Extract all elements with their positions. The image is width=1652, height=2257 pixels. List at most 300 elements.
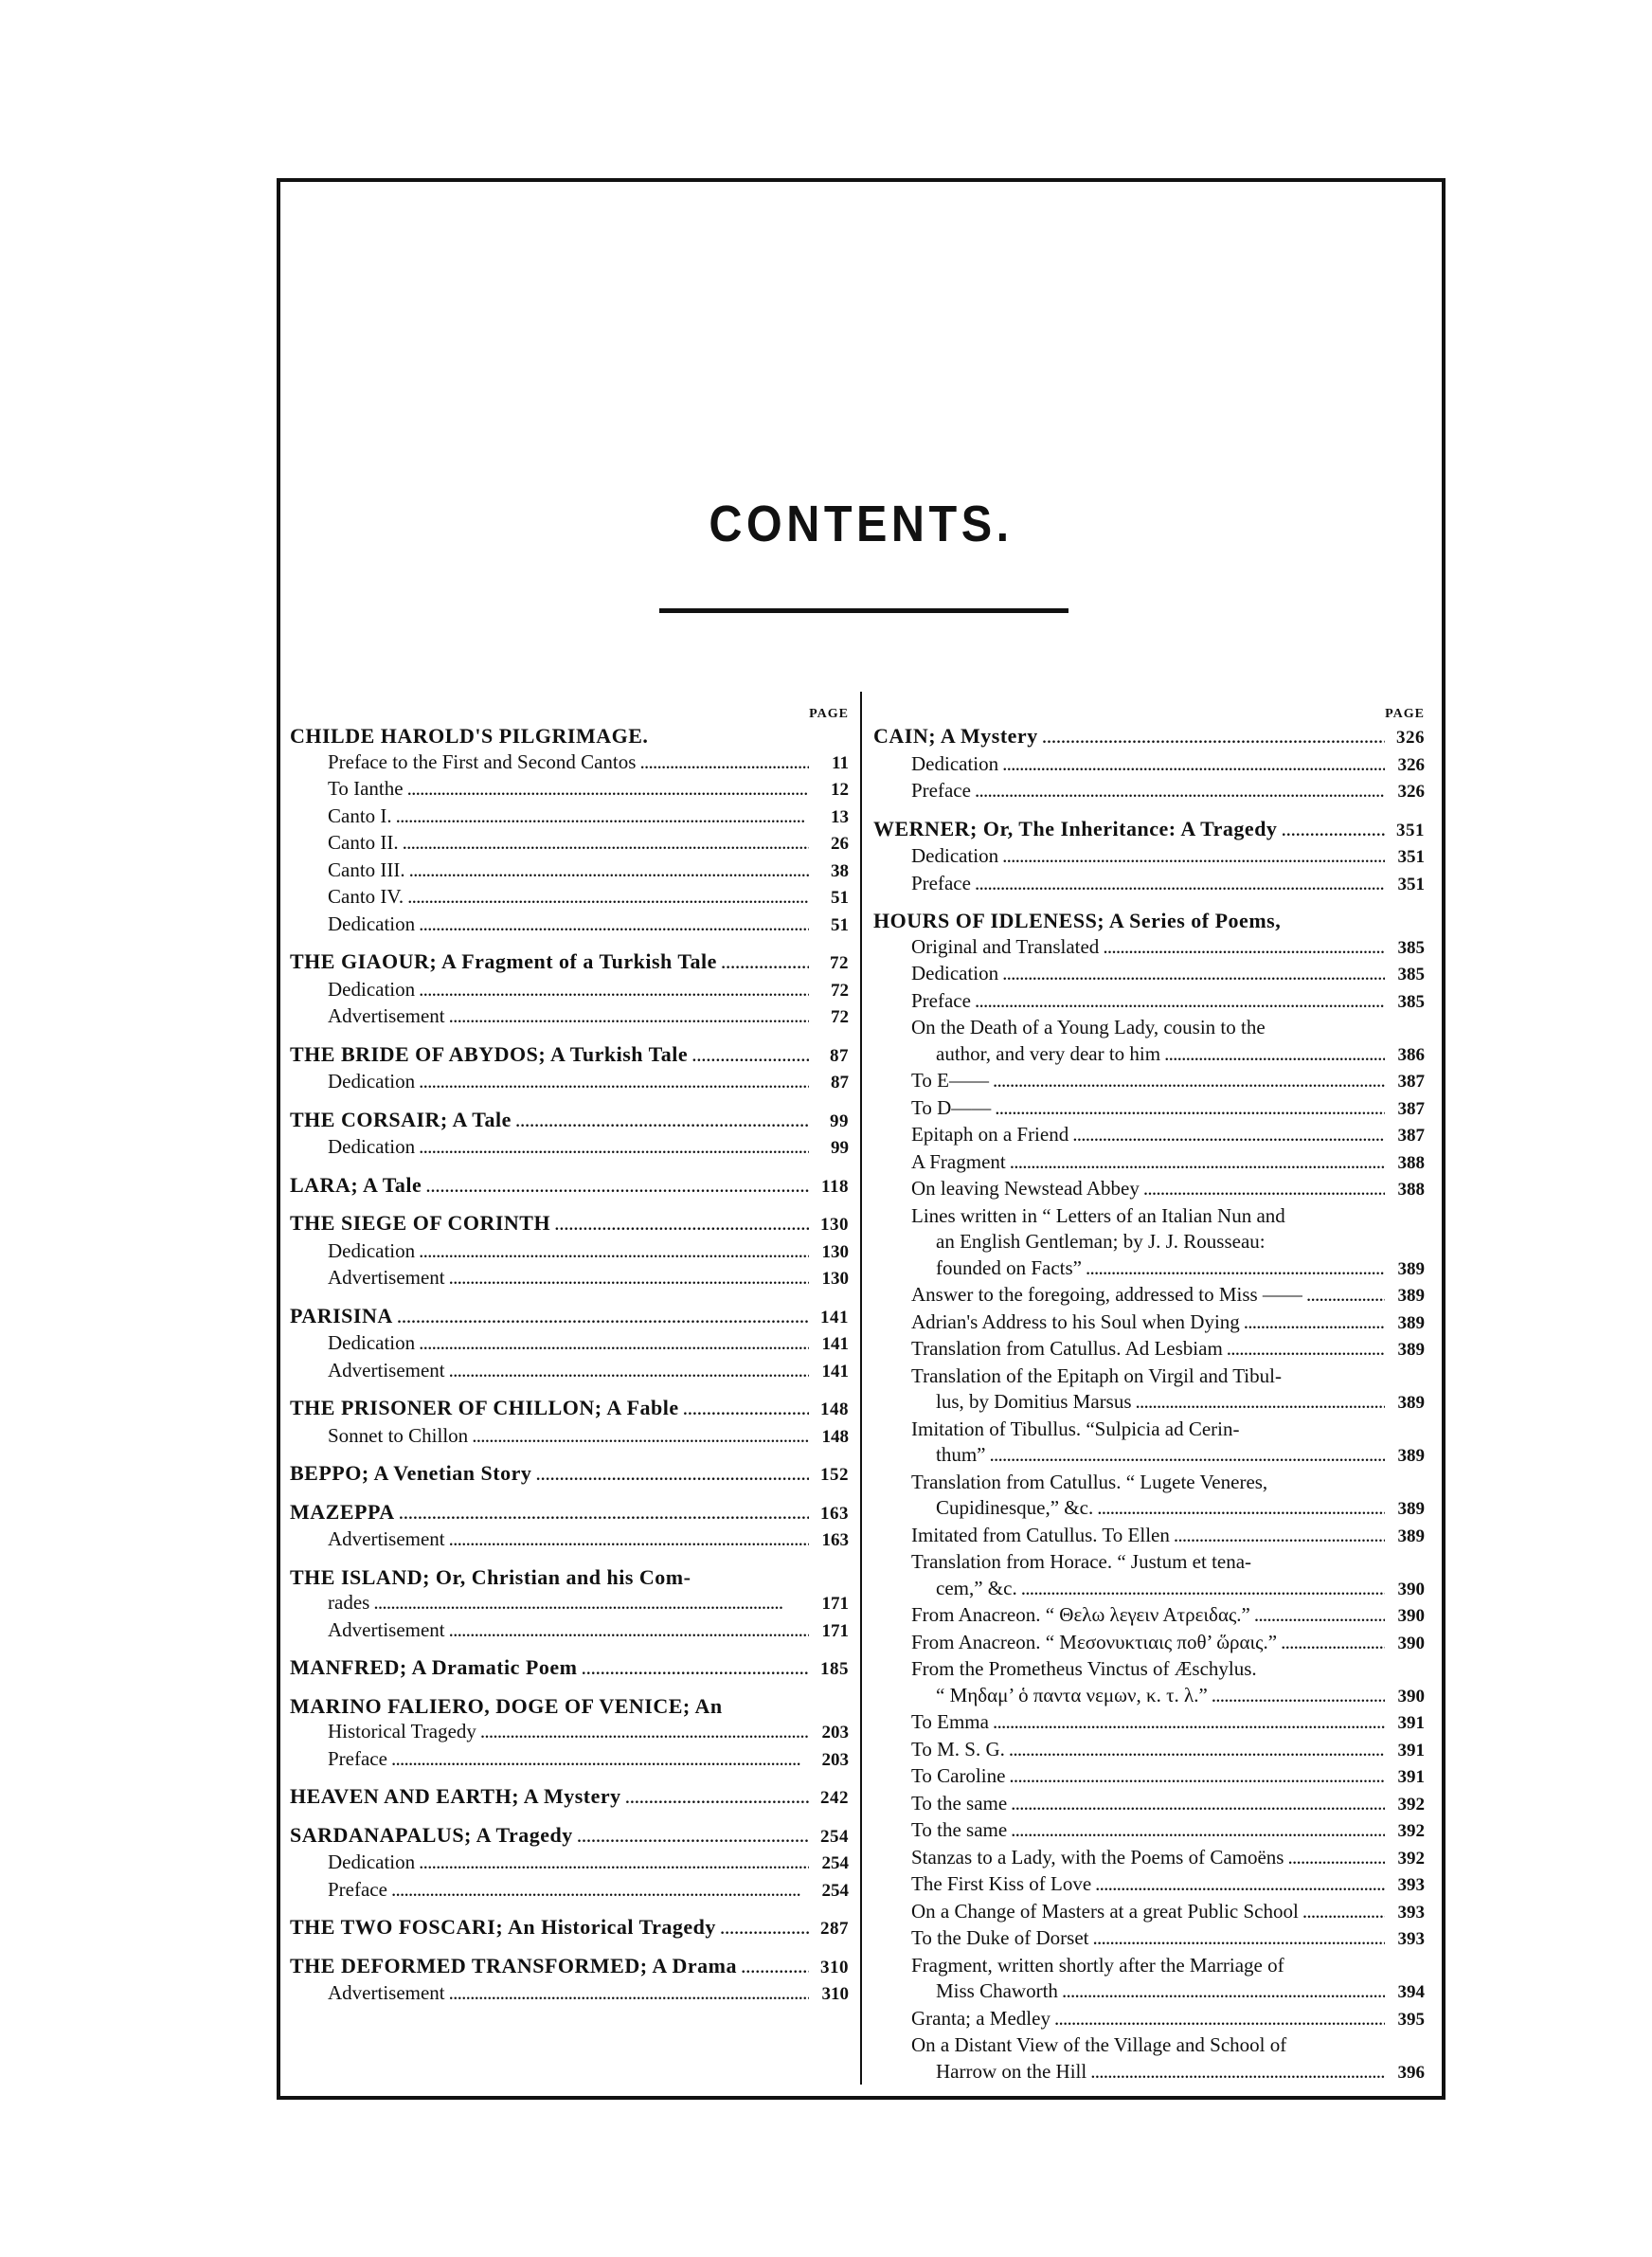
contents-entry <box>873 778 1425 805</box>
contents-entry <box>290 1746 849 1774</box>
contents-section <box>290 1783 849 1812</box>
entry-page-number: 389 <box>1397 1340 1425 1360</box>
contents-entry <box>873 1309 1425 1337</box>
entry-page-number: 390 <box>1397 1633 1425 1653</box>
contents-entry <box>290 1693 849 1720</box>
entry-page-number: 130 <box>821 1269 849 1289</box>
contents-entry <box>290 803 849 831</box>
entry-page-number: 171 <box>821 1620 849 1641</box>
entry-title: rades <box>328 1591 370 1614</box>
dot-leader <box>1021 1576 1385 1602</box>
entry-page-number: 13 <box>831 806 849 827</box>
entry-page-number: 72 <box>830 953 849 973</box>
entry-title: To Emma <box>911 1710 989 1733</box>
contents-entry <box>873 1737 1425 1764</box>
contents-section <box>290 1499 849 1554</box>
dot-leader <box>1212 1683 1385 1709</box>
entry-title: Preface <box>911 988 971 1012</box>
dot-leader <box>391 1877 809 1904</box>
contents-entry <box>873 1176 1425 1203</box>
contents-entry <box>873 1095 1425 1123</box>
contents-entry <box>873 751 1425 779</box>
dot-leader <box>1103 934 1385 961</box>
entry-page-number: 326 <box>1397 782 1425 802</box>
contents-entry <box>290 1172 849 1201</box>
contents-section <box>290 1041 849 1096</box>
entry-page-number: 392 <box>1397 1794 1425 1815</box>
entry-page-number: 393 <box>1397 1929 1425 1949</box>
contents-section <box>290 1460 849 1489</box>
contents-entry <box>873 723 1425 751</box>
page-column-header-left: PAGE <box>809 707 849 721</box>
dot-leader <box>403 830 809 857</box>
contents-entry <box>873 1229 1425 1255</box>
entry-page-number: 395 <box>1397 2009 1425 2030</box>
contents-entry <box>290 1395 849 1423</box>
right-column <box>873 706 1425 2085</box>
entry-page-number: 51 <box>831 888 849 908</box>
contents-section <box>290 1654 849 1683</box>
entry-page-number: 130 <box>821 1241 849 1262</box>
dot-leader <box>1306 1282 1385 1309</box>
contents-entry <box>290 1423 849 1451</box>
contents-section <box>290 1107 849 1162</box>
contents-entry <box>873 1203 1425 1230</box>
entry-title: To M. S. G. <box>911 1737 1005 1760</box>
dot-leader <box>407 776 809 803</box>
contents-section <box>290 1395 849 1450</box>
entry-title: Dedication <box>328 1135 416 1158</box>
left-entry-list <box>290 723 849 2008</box>
entry-page-number: 99 <box>831 1138 849 1158</box>
entry-title: MARINO FALIERO, DOGE OF VENICE; An <box>290 1693 723 1718</box>
entry-page-number: 11 <box>832 752 849 773</box>
entry-page-number: 393 <box>1397 1902 1425 1923</box>
entry-title: Translation from Catullus. “ Lugete Veneres, <box>911 1470 1268 1493</box>
entry-title: Historical Tragedy <box>328 1720 476 1742</box>
dot-leader <box>1002 751 1385 778</box>
contents-entry <box>290 830 849 858</box>
entry-title: Epitaph on a Friend <box>911 1123 1069 1146</box>
entry-title: Dedication <box>328 1851 416 1873</box>
entry-title: To Ianthe <box>328 777 404 800</box>
dot-leader <box>419 1850 809 1876</box>
dot-leader <box>1072 1122 1385 1148</box>
contents-entry <box>290 1069 849 1096</box>
entry-page-number: 87 <box>831 1073 849 1092</box>
contents-entry <box>290 1564 849 1591</box>
entry-page-number: 389 <box>1397 1526 1425 1546</box>
contents-entry <box>290 1590 849 1617</box>
entry-title: CHILDE HAROLD'S PILGRIMAGE. <box>290 724 649 748</box>
dot-leader <box>1136 1389 1385 1416</box>
entry-page-number: 148 <box>821 1426 849 1447</box>
dot-leader <box>1281 1630 1385 1656</box>
contents-entry <box>873 871 1425 898</box>
dot-leader <box>1090 2059 1385 2085</box>
entry-page-number: 390 <box>1397 1606 1425 1626</box>
entry-title: To E—— <box>911 1069 989 1092</box>
entry-page-number: 385 <box>1397 965 1425 984</box>
entry-title: Stanzas to a Lady, with the Poems of Camoëns <box>911 1845 1284 1869</box>
entry-page-number: 287 <box>820 1919 849 1939</box>
entry-title: To the Duke of Dorset <box>911 1926 1089 1949</box>
dot-leader <box>993 1068 1385 1094</box>
contents-entry <box>873 843 1425 871</box>
contents-entry <box>873 1495 1425 1523</box>
dot-leader <box>625 1783 809 1810</box>
dot-leader <box>975 778 1385 804</box>
entry-title: Advertisement <box>328 1527 445 1550</box>
contents-entry <box>873 1389 1425 1417</box>
contents-section <box>290 1822 849 1905</box>
dot-leader <box>419 1134 809 1161</box>
contents-entry <box>873 1523 1425 1550</box>
entry-title: Preface <box>328 1746 387 1770</box>
entry-title: Harrow on the Hill <box>936 2059 1087 2083</box>
entry-title: To Caroline <box>911 1764 1006 1787</box>
entry-page-number: 51 <box>831 914 849 935</box>
entry-title: Adrian's Address to his Soul when Dying <box>911 1309 1240 1333</box>
dot-leader <box>1281 816 1385 842</box>
dot-leader <box>515 1107 809 1133</box>
entry-title: THE BRIDE OF ABYDOS; A Turkish Tale <box>290 1041 689 1066</box>
dot-leader <box>990 1442 1386 1469</box>
dot-leader <box>1227 1336 1385 1363</box>
entry-title: Dedication <box>328 912 416 935</box>
entry-title: On the Death of a Young Lady, cousin to the <box>911 1016 1266 1038</box>
dot-leader <box>397 1303 809 1329</box>
entry-page-number: 87 <box>830 1045 849 1066</box>
entry-title: THE ISLAND; Or, Christian and his Com- <box>290 1564 691 1589</box>
dot-leader <box>1042 723 1385 749</box>
entry-page-number: 38 <box>831 860 849 881</box>
entry-title: Preface <box>911 779 971 802</box>
entry-page-number: 396 <box>1397 2062 1425 2083</box>
contents-entry <box>290 1210 849 1238</box>
entry-title: Translation from Catullus. Ad Lesbiam <box>911 1337 1223 1360</box>
contents-section <box>290 723 849 938</box>
entry-page-number: 242 <box>820 1788 849 1808</box>
contents-entry <box>290 1850 849 1877</box>
dot-leader <box>1092 1925 1385 1952</box>
contents-entry <box>873 2059 1425 2086</box>
dot-leader <box>1002 843 1385 870</box>
entry-page-number: 148 <box>820 1399 849 1419</box>
contents-entry <box>873 816 1425 844</box>
dot-leader <box>581 1654 809 1681</box>
entry-page-number: 389 <box>1397 1446 1425 1466</box>
entry-title: Translation from Horace. “ Justum et tena- <box>911 1550 1252 1573</box>
entry-title: Canto IV. <box>328 885 404 908</box>
contents-entry <box>873 1041 1425 1069</box>
entry-title: THE DEFORMED TRANSFORMED; A Drama <box>290 1953 737 1977</box>
dot-leader <box>993 1709 1385 1736</box>
contents-entry <box>873 1417 1425 1443</box>
entry-title: On a Distant View of the Village and School of <box>911 2033 1287 2056</box>
contents-entry <box>290 723 849 749</box>
contents-entry <box>873 1709 1425 1737</box>
contents-section <box>873 723 1425 805</box>
entry-title: Translation of the Epitaph on Virgil and Tibul- <box>911 1363 1282 1387</box>
dot-leader <box>449 1003 809 1030</box>
entry-page-number: 394 <box>1397 1982 1425 2002</box>
dot-leader <box>995 1095 1385 1122</box>
contents-entry <box>290 1003 849 1031</box>
contents-entry <box>873 1442 1425 1470</box>
contents-entry <box>290 1914 849 1942</box>
entry-page-number: 351 <box>1397 874 1425 894</box>
entry-title: “ Μηδαμ’ ὁ παντα νεμων, κ. τ. λ.” <box>936 1683 1208 1706</box>
contents-section <box>290 1914 849 1942</box>
dot-leader <box>449 1980 809 2007</box>
entry-title: Preface to the First and Second Cantos <box>328 749 637 773</box>
dot-leader <box>419 912 809 938</box>
dot-leader <box>1054 2006 1385 2032</box>
entry-page-number: 391 <box>1397 1740 1425 1760</box>
dot-leader <box>449 1617 809 1644</box>
entry-page-number: 171 <box>821 1594 849 1614</box>
contents-entry <box>290 1783 849 1812</box>
entry-page-number: 130 <box>820 1215 849 1235</box>
contents-entry <box>290 1654 849 1683</box>
entry-title: an English Gentleman; by J. J. Rousseau: <box>936 1230 1266 1253</box>
entry-title: THE CORSAIR; A Tale <box>290 1107 512 1131</box>
dot-leader <box>449 1265 809 1291</box>
dot-leader <box>639 749 809 776</box>
contents-entry <box>873 1953 1425 1979</box>
entry-page-number: 392 <box>1397 1821 1425 1841</box>
entry-page-number: 152 <box>820 1465 849 1485</box>
entry-page-number: 389 <box>1397 1258 1425 1279</box>
entry-title: The First Kiss of Love <box>911 1872 1092 1895</box>
contents-entry <box>290 1358 849 1385</box>
contents-entry <box>873 1015 1425 1041</box>
entry-page-number: 310 <box>821 1984 849 2004</box>
entry-title: THE TWO FOSCARI; An Historical Tragedy <box>290 1915 716 1939</box>
contents-frame <box>277 178 1446 2100</box>
entry-title: Preface <box>911 871 971 894</box>
entry-title: HOURS OF IDLENESS; A Series of Poems, <box>873 909 1282 932</box>
entry-title: Canto I. <box>328 803 392 827</box>
contents-section <box>290 1303 849 1385</box>
entry-page-number: 99 <box>830 1110 849 1131</box>
entry-page-number: 254 <box>821 1880 849 1901</box>
contents-entry <box>873 1925 1425 1953</box>
dot-leader <box>409 858 809 884</box>
contents-entry <box>290 884 849 912</box>
contents-entry <box>873 1576 1425 1603</box>
dot-leader <box>1010 1149 1385 1176</box>
dot-leader <box>1011 1817 1385 1844</box>
dot-leader <box>1174 1523 1385 1549</box>
contents-entry <box>290 912 849 939</box>
entry-page-number: 163 <box>820 1503 849 1524</box>
contents-entry <box>873 1817 1425 1845</box>
entry-title: Answer to the foregoing, addressed to Miss —— <box>911 1283 1302 1306</box>
contents-entry <box>873 1282 1425 1309</box>
dot-leader <box>396 803 809 830</box>
entry-title: PARISINA <box>290 1303 393 1327</box>
right-entry-list <box>873 723 1425 2085</box>
entry-title: Original and Translated <box>911 934 1100 958</box>
contents-entry <box>290 1303 849 1331</box>
contents-entry <box>873 988 1425 1016</box>
dot-leader <box>720 1914 809 1941</box>
contents-entry <box>873 1255 1425 1283</box>
entry-title: Dedication <box>328 977 416 1001</box>
entry-title: Lines written in “ Letters of an Italian Nun and <box>911 1203 1285 1227</box>
entry-title: Canto III. <box>328 858 405 881</box>
dot-leader <box>691 1041 809 1068</box>
dot-leader <box>1287 1845 1385 1871</box>
entry-title: LARA; A Tale <box>290 1172 422 1197</box>
contents-entry <box>290 1460 849 1489</box>
entry-title: Preface <box>328 1877 387 1901</box>
contents-entry <box>290 1719 849 1746</box>
entry-page-number: 393 <box>1397 1875 1425 1895</box>
contents-entry <box>290 1041 849 1070</box>
entry-title: Sonnet to Chillon <box>328 1423 469 1447</box>
contents-entry <box>290 1877 849 1905</box>
entry-title: HEAVEN AND EARTH; A Mystery <box>290 1784 621 1808</box>
contents-entry <box>873 1656 1425 1683</box>
dot-leader <box>1009 1737 1385 1763</box>
contents-entry <box>873 1363 1425 1390</box>
contents-entry <box>290 948 849 977</box>
entry-title: MAZEPPA <box>290 1499 395 1524</box>
entry-page-number: 389 <box>1397 1286 1425 1306</box>
entry-title: Canto II. <box>328 831 399 854</box>
contents-entry <box>873 934 1425 962</box>
entry-title: From Anacreon. “ Θελω λεγειν Ατρειδας.” <box>911 1603 1250 1626</box>
dot-leader <box>535 1460 809 1487</box>
entry-title: To the same <box>911 1791 1008 1815</box>
dot-leader <box>721 948 809 975</box>
entry-page-number: 387 <box>1397 1098 1425 1119</box>
dot-leader <box>683 1395 809 1421</box>
entry-page-number: 390 <box>1397 1579 1425 1599</box>
contents-entry <box>873 1068 1425 1095</box>
entry-title: To the same <box>911 1818 1008 1841</box>
entry-title: Dedication <box>911 751 999 775</box>
contents-entry <box>290 1134 849 1162</box>
dot-leader <box>373 1590 809 1616</box>
entry-page-number: 203 <box>821 1749 849 1770</box>
column-divider <box>860 692 862 2085</box>
entry-page-number: 141 <box>821 1334 849 1354</box>
contents-entry <box>873 1602 1425 1630</box>
entry-title: thum” <box>936 1443 986 1466</box>
entry-title: Fragment, written shortly after the Marriage of <box>911 1953 1284 1977</box>
contents-section <box>290 1172 849 1201</box>
contents-entry <box>290 1330 849 1358</box>
entry-page-number: 392 <box>1397 1848 1425 1869</box>
contents-entry <box>873 961 1425 988</box>
entry-title: Dedication <box>328 1070 416 1092</box>
entry-title: On a Change of Masters at a great Public School <box>911 1899 1299 1923</box>
dot-leader <box>554 1210 809 1237</box>
entry-title: Advertisement <box>328 1981 445 2004</box>
dot-leader <box>449 1526 809 1553</box>
entry-page-number: 391 <box>1397 1767 1425 1787</box>
entry-page-number: 351 <box>1396 820 1425 840</box>
entry-title: CAIN; A Mystery <box>873 724 1038 748</box>
dot-leader <box>975 871 1385 897</box>
contents-section <box>290 1693 849 1774</box>
entry-title: Imitated from Catullus. To Ellen <box>911 1523 1170 1546</box>
entry-title: Dedication <box>328 1331 416 1354</box>
entry-page-number: 385 <box>1397 991 1425 1012</box>
entry-title: A Fragment <box>911 1149 1006 1173</box>
entry-page-number: 118 <box>821 1176 849 1197</box>
page-column-header-right: PAGE <box>1385 707 1425 721</box>
dot-leader <box>741 1953 809 1979</box>
dot-leader <box>391 1746 809 1773</box>
entry-title: cem,” &c. <box>936 1576 1017 1599</box>
contents-entry <box>873 1470 1425 1496</box>
dot-leader <box>419 977 809 1003</box>
dot-leader <box>407 884 809 911</box>
contents-section <box>290 1953 849 2008</box>
dot-leader <box>1097 1495 1385 1522</box>
entry-title: WERNER; Or, The Inheritance: A Tragedy <box>873 816 1278 840</box>
dot-leader <box>1062 1978 1385 2005</box>
dot-leader <box>472 1423 809 1450</box>
contents-entry <box>290 1265 849 1292</box>
dot-leader <box>577 1822 809 1849</box>
dot-leader <box>425 1172 809 1199</box>
entry-title: lus, by Domitius Marsus <box>936 1390 1132 1413</box>
contents-entry <box>290 1617 849 1645</box>
entry-title: Granta; a Medley <box>911 2006 1050 2030</box>
entry-page-number: 387 <box>1397 1072 1425 1092</box>
entry-title: To D—— <box>911 1095 992 1119</box>
entry-page-number: 389 <box>1397 1393 1425 1413</box>
entry-title: From Anacreon. “ Μεσονυκτιαις ποθ’ ὥραις.” <box>911 1630 1278 1653</box>
entry-page-number: 326 <box>1396 728 1425 748</box>
dot-leader <box>1009 1763 1385 1790</box>
entry-title: BEPPO; A Venetian Story <box>290 1461 532 1485</box>
entry-page-number: 12 <box>831 780 849 800</box>
entry-page-number: 389 <box>1397 1312 1425 1333</box>
contents-entry <box>290 1499 849 1527</box>
dot-leader <box>1244 1309 1385 1336</box>
dot-leader <box>1011 1791 1385 1817</box>
entry-page-number: 163 <box>821 1530 849 1550</box>
contents-section <box>290 1210 849 1292</box>
contents-entry <box>290 776 849 803</box>
entry-title: founded on Facts” <box>936 1255 1082 1279</box>
contents-entry <box>290 977 849 1004</box>
entry-page-number: 388 <box>1397 1152 1425 1173</box>
entry-title: THE GIAOUR; A Fragment of a Turkish Tale <box>290 949 717 973</box>
entry-page-number: 185 <box>820 1659 849 1679</box>
entry-title: SARDANAPALUS; A Tragedy <box>290 1822 573 1847</box>
contents-entry <box>290 1238 849 1266</box>
contents-entry <box>873 1899 1425 1926</box>
entry-page-number: 310 <box>820 1957 849 1977</box>
entry-title: From the Prometheus Vinctus of Æschylus. <box>911 1657 1257 1680</box>
entry-page-number: 388 <box>1397 1180 1425 1200</box>
contents-entry <box>873 1791 1425 1818</box>
entry-page-number: 387 <box>1397 1126 1425 1146</box>
contents-section <box>873 816 1425 898</box>
entry-page-number: 26 <box>831 834 849 854</box>
contents-entry <box>873 908 1425 934</box>
dot-leader <box>975 988 1385 1015</box>
dot-leader <box>399 1499 809 1526</box>
